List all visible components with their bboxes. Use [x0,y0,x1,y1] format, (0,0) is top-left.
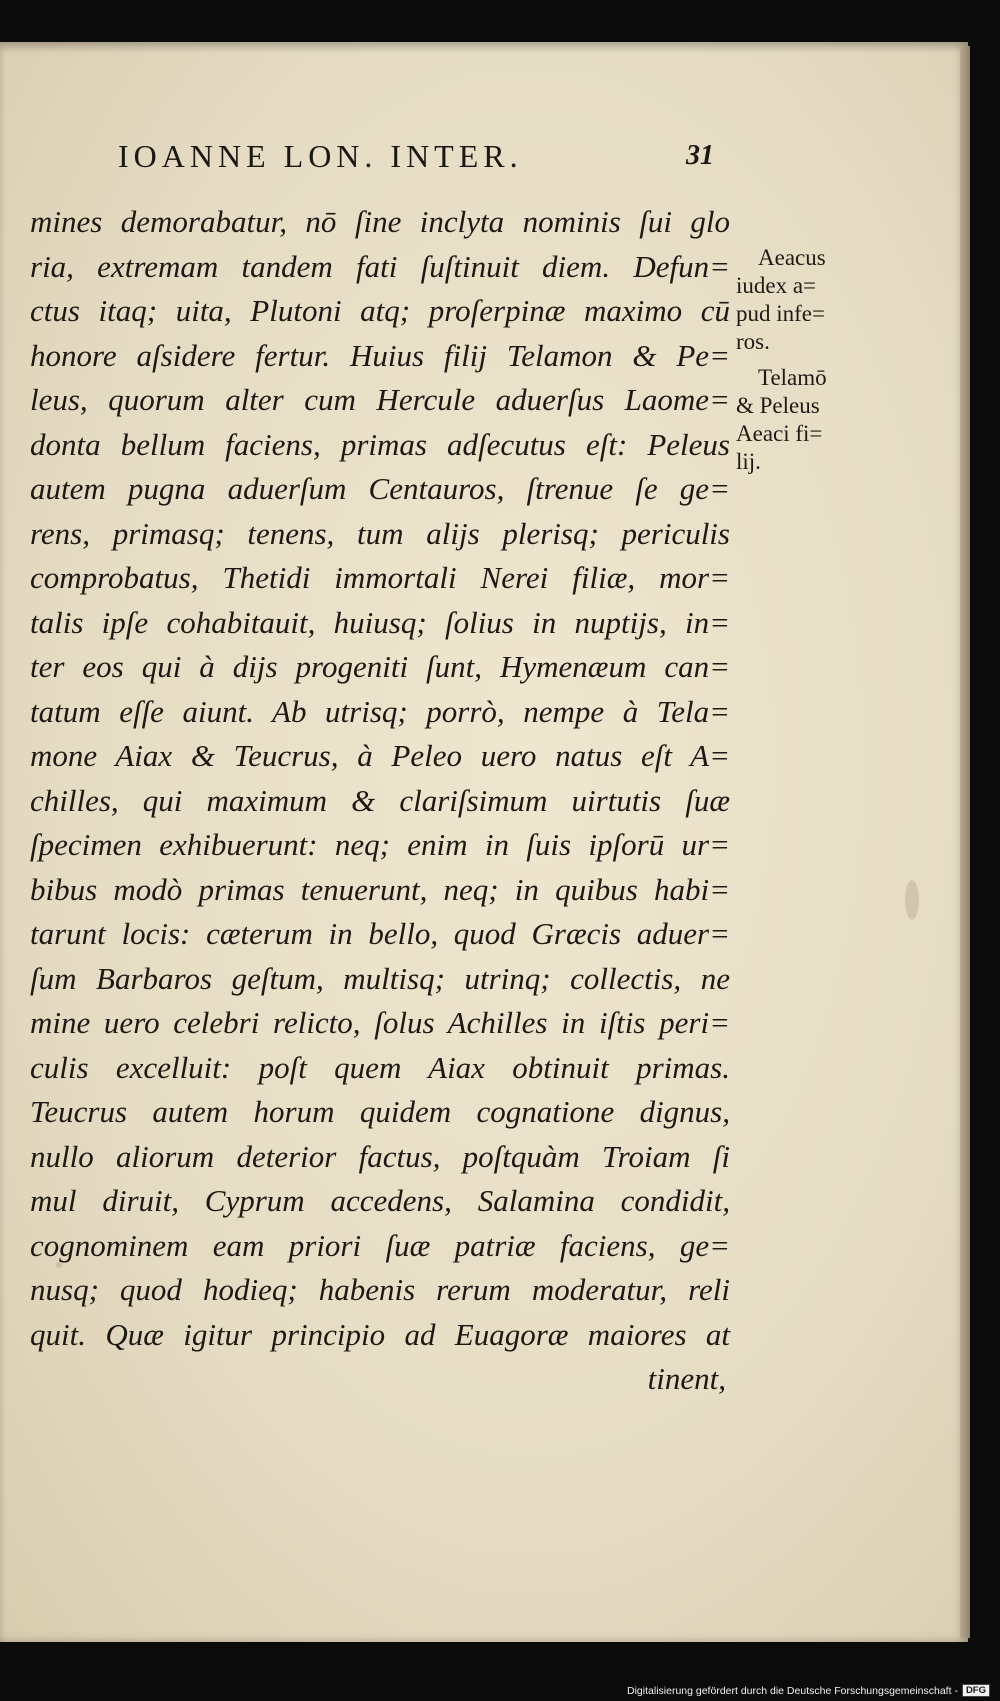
note-line: Aeaci fi= [736,421,823,446]
text-line: ctus itaq; uita, Plutoni atq; proſerpinæ maximo cū [30,293,730,328]
text-line-catchword: tinent, [647,1361,726,1396]
text-line: ter eos qui à dijs progeniti ſunt, Hymenæum can= [30,649,730,684]
text-line: mul diruit, Cyprum accedens, Salamina condidit, [30,1183,730,1218]
text-line: autem pugna aduerſum Centauros, ſtrenue ſe ge= [30,471,730,506]
credit-text: Digitalisierung gefördert durch die Deutsche Forschungsgemeinschaft - [627,1684,958,1697]
dfg-logo: DFG [962,1684,990,1697]
note-line: pud infe= [736,301,825,326]
text-line: mone Aiax & Teucrus, à Peleo uero natus eſt A= [30,738,730,773]
marginal-note-telamon [736,364,866,476]
text-line: Teucrus autem horum quidem cognatione dignus, [30,1094,730,1129]
text-line: bibus modò primas tenuerunt, neq; in quibus habi= [30,871,730,907]
text-line: mines demorabatur, nō ſine inclyta nominis ſui glo [30,204,730,239]
marginal-notes [736,244,866,484]
text-line: donta bellum faciens, primas adſecutus eſt: Peleus [30,426,730,462]
text-line: tatum eſſe aiunt. Ab utrisq; porrò, nempe à Tela= [30,693,730,729]
text-line: ſpecimen exhibuerunt: neq; enim in ſuis ipſorū ur= [30,827,730,862]
text-line: ria, extremam tandem fati ſuſtinuit diem. Defun= [30,248,730,284]
text-line: talis ipſe cohabitauit, huiusq; ſolius in nuptijs, in= [30,604,730,640]
paper-stain [905,880,919,920]
text-line: rens, primasq; tenens, tum alijs plerisq; periculis [30,515,730,551]
text-line: culis excelluit: poſt quem Aiax obtinuit primas. [30,1049,730,1085]
text-line: honore aſsidere fertur. Huius filij Telamon & Pe= [30,337,730,373]
text-line: nullo aliorum deterior factus, poſtquàm Troiam ſi [30,1138,730,1174]
text-line: comprobatus, Thetidi immortali Nerei filiæ, mor= [30,560,730,595]
marginal-note-aeacus [736,244,866,356]
note-line: ros. [736,329,770,354]
note-line: & Peleus [736,393,820,418]
note-line: lij. [736,449,761,474]
digitization-credit [627,1684,990,1697]
note-line: Telamō [758,365,827,390]
page-number: 31 [686,140,714,171]
body-text [30,200,730,1402]
text-line: leus, quorum alter cum Hercule aduerſus Laome= [30,382,730,417]
note-line: iudex a= [736,273,817,298]
running-head: IOANNE LON. INTER. [118,138,523,174]
page-edge [960,46,970,1638]
text-line: mine uero celebri relicto, ſolus Achilles in iſtis peri= [30,1005,730,1040]
text-line: nusq; quod hodieq; habenis rerum moderatur, reli [30,1272,730,1307]
note-line: Aeacus [758,245,826,270]
text-line: tarunt locis: cæterum in bello, quod Græcis aduer= [30,916,730,951]
text-line: quit. Quæ igitur principio ad Euagoræ maiores at [30,1316,730,1352]
text-line: ſum Barbaros geſtum, multisq; utrinq; collectis, ne [30,960,730,996]
text-line: chilles, qui maximum & clariſsimum uirtutis ſuæ [30,782,730,818]
text-line: cognominem eam priori ſuæ patriæ faciens, ge= [30,1227,730,1263]
